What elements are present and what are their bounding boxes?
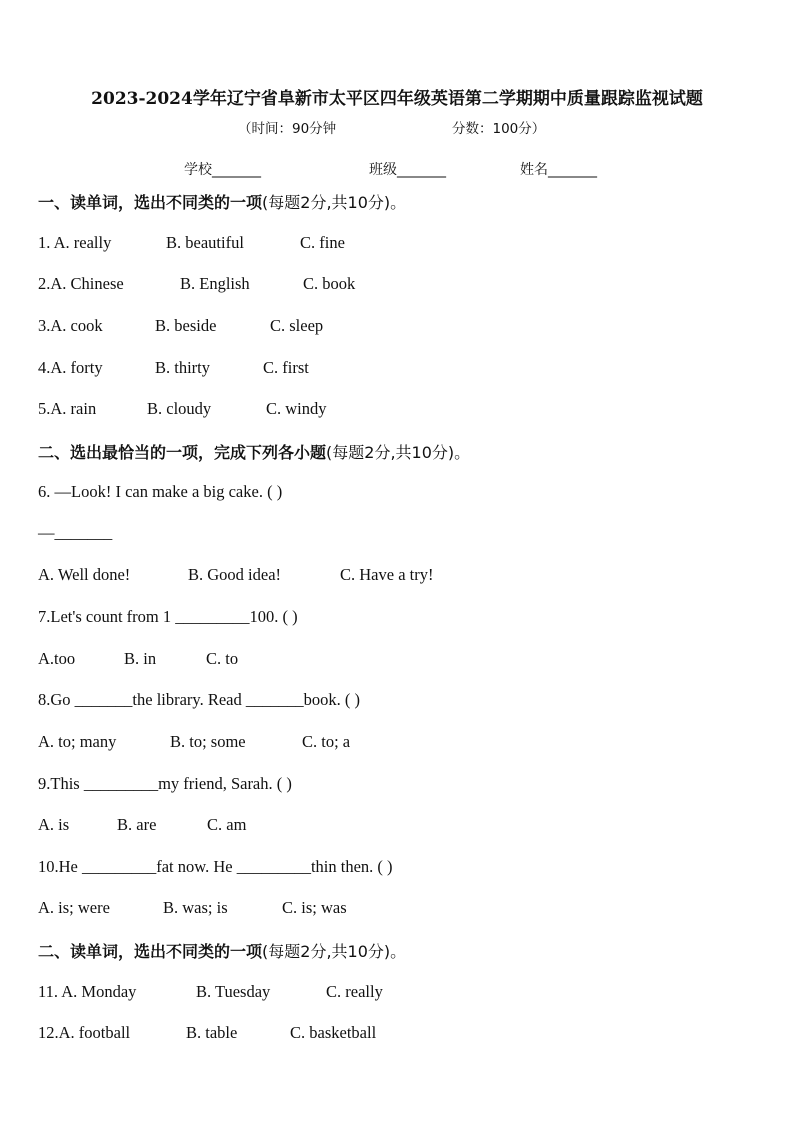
option-c: C. to xyxy=(206,649,239,668)
section-heading-text: 一、读单词，选出不同类的一项 xyxy=(38,193,263,212)
option-c: C. is; was xyxy=(282,898,347,917)
question-stem: 12.A. football xyxy=(38,1023,131,1042)
option-b: B. Good idea! xyxy=(188,565,282,584)
option-b: B. was; is xyxy=(163,898,228,917)
section-heading-points: (每题2分,共10分)。 xyxy=(262,193,407,212)
option-c: C. first xyxy=(263,358,309,377)
exam-score: 分数：100分） xyxy=(452,121,546,137)
question-stem: 5.A. rain xyxy=(38,399,97,418)
section-heading-text: 二、读单词，选出不同类的一项 xyxy=(38,942,263,961)
option-a: A. Well done! xyxy=(38,565,131,584)
option-c: C. am xyxy=(207,815,247,834)
section-heading-points: (每题2分,共10分)。 xyxy=(262,942,407,961)
option-b: B. cloudy xyxy=(147,399,212,418)
section-heading-points: (每题2分,共10分)。 xyxy=(326,443,471,462)
class-field: 班级_______ xyxy=(369,162,446,178)
option-a: A. is; were xyxy=(38,898,110,917)
option-b: B. English xyxy=(180,274,250,293)
option-b: B. Tuesday xyxy=(196,982,271,1001)
option-c: C. windy xyxy=(266,399,327,418)
question-stem: 8.Go _______the library. Read _______book. ( ) xyxy=(38,690,360,709)
question-stem: 1. A. really xyxy=(38,233,112,252)
option-c: C. basketball xyxy=(290,1023,377,1042)
question-stem: 2.A. Chinese xyxy=(38,274,124,293)
option-c: C. book xyxy=(303,274,356,293)
option-b: B. beautiful xyxy=(166,233,244,252)
exam-title: 2023-2024学年辽宁省阜新市太平区四年级英语第二学期期中质量跟踪监视试题 xyxy=(91,89,703,109)
option-c: C. Have a try! xyxy=(340,565,434,584)
question-stem: 10.He _________fat now. He _________thin then. ( ) xyxy=(38,857,393,876)
option-b: B. in xyxy=(124,649,157,668)
section-heading-text: 二、选出最恰当的一项，完成下列各小题 xyxy=(38,443,327,462)
option-b: B. are xyxy=(117,815,157,834)
question-stem: 11. A. Monday xyxy=(38,982,137,1001)
option-b: B. beside xyxy=(155,316,217,335)
option-c: C. sleep xyxy=(270,316,324,335)
name-field: 姓名_______ xyxy=(520,162,597,178)
option-a: A.too xyxy=(38,649,76,668)
question-stem: 9.This _________my friend, Sarah. ( ) xyxy=(38,774,292,793)
option-a: A. to; many xyxy=(38,732,117,751)
answer-line: —_______ xyxy=(38,523,113,542)
question-stem: 4.A. forty xyxy=(38,358,103,377)
section-heading xyxy=(38,440,470,463)
section-heading xyxy=(38,939,406,962)
option-b: B. to; some xyxy=(170,732,246,751)
option-a: A. is xyxy=(38,815,70,834)
question-stem: 3.A. cook xyxy=(38,316,103,335)
option-b: B. thirty xyxy=(155,358,211,377)
option-c: C. fine xyxy=(300,233,345,252)
exam-time: （时间：90分钟 xyxy=(238,121,337,137)
school-field: 学校_______ xyxy=(184,162,261,178)
option-c: C. to; a xyxy=(302,732,351,751)
question-stem: 7.Let's count from 1 _________100. ( ) xyxy=(38,607,298,626)
question-stem: 6. —Look! I can make a big cake. ( ) xyxy=(38,482,283,501)
option-b: B. table xyxy=(186,1023,238,1042)
section-heading xyxy=(38,190,406,213)
option-c: C. really xyxy=(326,982,383,1001)
